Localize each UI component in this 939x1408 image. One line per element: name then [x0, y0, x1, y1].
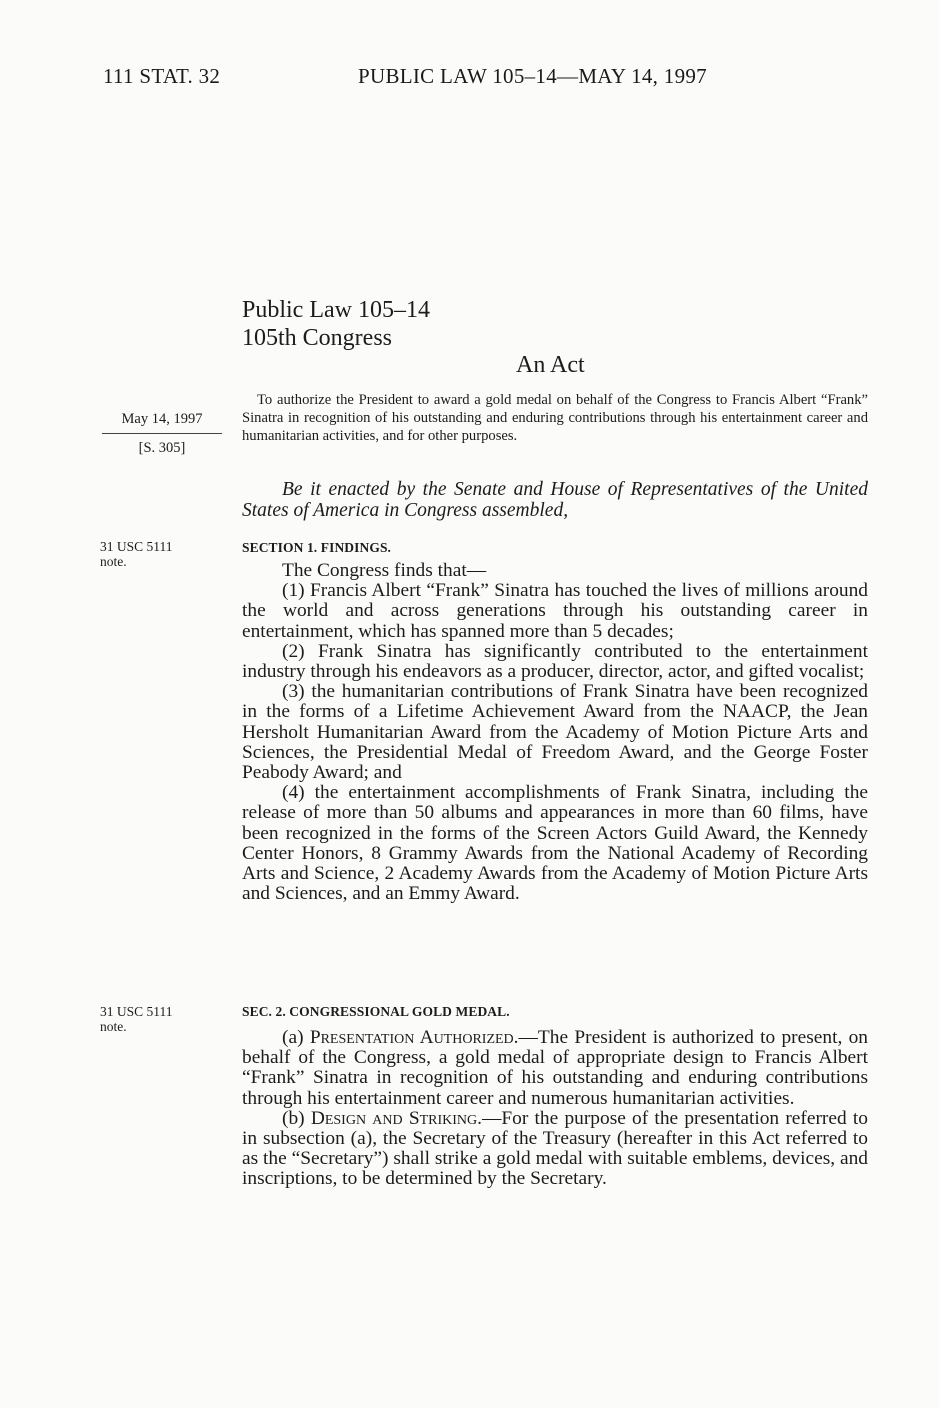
finding-4: (4) the entertainment accomplishments of Frank Sinatra, including the release of more than 50 albums and appearances in more than 60 films, have been recognized in the forms of the Screen Actors Guild Award, the Kennedy Center Honors, 8 Grammy Awards from the National Academy of Recording Arts and Science, 2 Academy Awards from the Academy of Motion Picture Arts and Sciences, and an Emmy Award.	[242, 782, 868, 905]
law-title-block	[242, 296, 430, 352]
act-heading: An Act	[516, 352, 585, 378]
finding-2: (2) Frank Sinatra has significantly contributed to the entertainment industry through his endeavors as a producer, director, actor, and gifted vocalist;	[242, 640, 868, 683]
margin-date-block	[100, 409, 224, 458]
public-law-number: Public Law 105–14	[242, 297, 430, 323]
congress-number: 105th Congress	[242, 325, 392, 351]
subsection-a-heading: Presentation Authorized.	[309, 1027, 519, 1048]
subsection-b-text: —For the purpose of the presentation referred to in subsection (a), the Secretary of the Treasury (hereafter in this Act referred to as the “Secretary”) shall strike a gold medal with suitable emblems, devices, and inscriptions, to be determined by the Secretary.	[242, 1107, 868, 1190]
subsection-b-heading: Design and Striking.	[310, 1107, 482, 1129]
header-law-citation: PUBLIC LAW 105–14—MAY 14, 1997	[358, 64, 707, 88]
finding-3: (3) the humanitarian contributions of Frank Sinatra have been recognized in the forms of a Lifetime Achievement Award from the NAACP, the Jean Hersholt Humanitarian Award from the Academy of Motion Picture Arts and Sciences, the Presidential Medal of Freedom Award, and the George Foster Peabody Award; and	[242, 681, 868, 784]
section-1-heading: SECTION 1. FINDINGS.	[242, 540, 392, 555]
section-2-body	[242, 1028, 868, 1190]
header-page-citation: 111 STAT. 32	[103, 64, 221, 88]
enactment-date: May 14, 1997	[121, 411, 203, 427]
section-1-intro: The Congress finds that—	[282, 560, 487, 581]
margin-divider	[102, 433, 222, 434]
subsection-a-text: —The President is authorized to present, on behalf of the Congress, a gold medal of appropriate design to Francis Albert “Frank” Sinatra in recognition of his outstanding and enduring contributions through his entertainment career and numerous humanitarian activities.	[242, 1027, 869, 1109]
bill-number: [S. 305]	[138, 440, 186, 456]
enacting-clause: Be it enacted by the Senate and House of Representatives of the United States of America in Congress assembled,	[242, 479, 868, 521]
section-2-heading: SEC. 2. CONGRESSIONAL GOLD MEDAL.	[242, 1004, 510, 1019]
act-purpose: To authorize the President to award a gold medal on behalf of the Congress to Francis Albert “Frank” Sinatra in recognition of his outstanding and enduring contributions through his entertainment career and humanitarian activities, and for other purposes.	[242, 392, 868, 445]
margin-note-section-1: 31 USC 5111 note.	[100, 539, 173, 569]
subsection-b: (b) Design and Striking.—For the purpose of the presentation referred to in subsection (a), the Secretary of the Treasury (hereafter in this Act referred to as the “Secretary”) shall strike a gold medal with suitable emblems, devices, and inscriptions, to be determined by the Secretary.	[242, 1107, 868, 1190]
section-1-body	[242, 561, 868, 904]
subsection-a: (a) Presentation Authorized.—The President is authorized to present, on behalf of the Congress, a gold medal of appropriate design to Francis Albert “Frank” Sinatra in recognition of his outstanding and enduring contributions through his entertainment career and numerous humanitarian activities.	[242, 1027, 869, 1109]
finding-1: (1) Francis Albert “Frank” Sinatra has touched the lives of millions around the world and across generations through his outstanding career in entertainment, which has spanned more than 5 decades;	[242, 580, 868, 642]
margin-note-section-2: 31 USC 5111 note.	[100, 1004, 173, 1034]
